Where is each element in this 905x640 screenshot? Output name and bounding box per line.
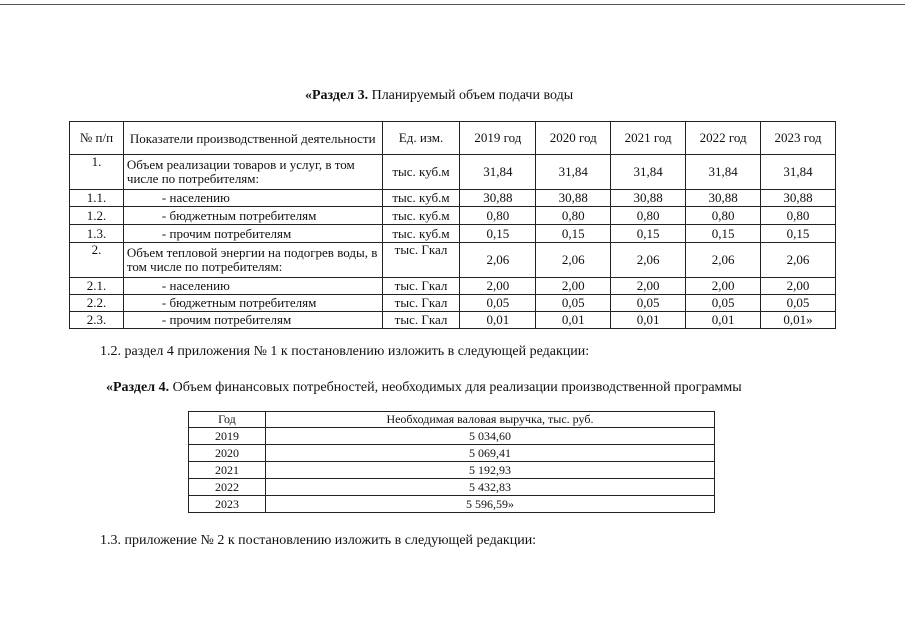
paragraph-1-2: 1.2. раздел 4 приложения № 1 к постановлению изложить в следующей редакции: <box>100 344 590 359</box>
row-value: 0,15 <box>460 225 536 243</box>
table-row <box>70 207 836 225</box>
row-value: 30,88 <box>686 190 761 207</box>
row-value: 2,00 <box>761 278 836 295</box>
row-value: 30,88 <box>460 190 536 207</box>
row-revenue: 5 596,59» <box>265 496 714 513</box>
row-value: 0,01» <box>761 312 836 329</box>
section-4-title: «Раздел 4. Объем финансовых потребностей, необходимых для реализации производственной программы <box>106 380 742 395</box>
row-number: 2. <box>70 243 124 278</box>
row-unit: тыс. Гкал <box>382 278 460 295</box>
row-value: 2,00 <box>460 278 536 295</box>
row-revenue: 5 432,83 <box>265 479 714 496</box>
row-value: 0,80 <box>460 207 536 225</box>
row-value: 0,05 <box>536 295 611 312</box>
row-value: 2,06 <box>761 243 836 278</box>
table-row <box>70 190 836 207</box>
table-header-row <box>189 412 715 428</box>
row-value: 2,00 <box>611 278 686 295</box>
table-row <box>189 428 715 445</box>
row-value: 0,05 <box>611 295 686 312</box>
row-value: 0,01 <box>536 312 611 329</box>
table-row <box>70 225 836 243</box>
row-indicator: - бюджетным потребителям <box>123 295 382 312</box>
row-value: 0,01 <box>460 312 536 329</box>
row-value: 2,06 <box>686 243 761 278</box>
table-row <box>70 155 836 190</box>
row-value: 0,15 <box>761 225 836 243</box>
row-value: 30,88 <box>536 190 611 207</box>
row-number: 1.2. <box>70 207 124 225</box>
table-row <box>189 445 715 462</box>
row-revenue: 5 192,93 <box>265 462 714 479</box>
row-value: 2,00 <box>686 278 761 295</box>
header-cell: 2023 год <box>761 122 836 155</box>
row-value: 31,84 <box>761 155 836 190</box>
row-unit: тыс. куб.м <box>382 225 460 243</box>
row-value: 0,05 <box>686 295 761 312</box>
row-value: 0,15 <box>611 225 686 243</box>
row-value: 31,84 <box>686 155 761 190</box>
revenue-table <box>188 411 715 513</box>
table-row <box>189 496 715 513</box>
header-cell: 2019 год <box>460 122 536 155</box>
row-year: 2019 <box>189 428 266 445</box>
row-indicator: - прочим потребителям <box>123 225 382 243</box>
paragraph-1-3: 1.3. приложение № 2 к постановлению изложить в следующей редакции: <box>100 533 537 548</box>
row-number: 1.3. <box>70 225 124 243</box>
section-3-title: «Раздел 3. Планируемый объем подачи воды <box>305 88 574 103</box>
row-number: 2.2. <box>70 295 124 312</box>
row-indicator: - бюджетным потребителям <box>123 207 382 225</box>
row-value: 2,00 <box>536 278 611 295</box>
row-unit: тыс. куб.м <box>382 207 460 225</box>
row-value: 0,15 <box>536 225 611 243</box>
row-value: 30,88 <box>611 190 686 207</box>
row-indicator: Объем тепловой энергии на подогрев воды, в том числе по потребителям: <box>123 243 382 278</box>
row-year: 2022 <box>189 479 266 496</box>
row-value: 2,06 <box>536 243 611 278</box>
row-value: 2,06 <box>460 243 536 278</box>
row-indicator: - населению <box>123 278 382 295</box>
row-number: 2.1. <box>70 278 124 295</box>
table-row <box>189 462 715 479</box>
row-year: 2020 <box>189 445 266 462</box>
header-cell: № п/п <box>70 122 124 155</box>
row-number: 2.3. <box>70 312 124 329</box>
row-value: 0,01 <box>611 312 686 329</box>
row-value: 0,15 <box>686 225 761 243</box>
row-indicator: - населению <box>123 190 382 207</box>
row-revenue: 5 069,41 <box>265 445 714 462</box>
row-value: 0,80 <box>761 207 836 225</box>
row-revenue: 5 034,60 <box>265 428 714 445</box>
header-cell: 2020 год <box>536 122 611 155</box>
table-header-row <box>70 122 836 155</box>
row-value: 0,05 <box>460 295 536 312</box>
row-value: 0,80 <box>536 207 611 225</box>
header-cell: Год <box>189 412 266 428</box>
header-cell: Необходимая валовая выручка, тыс. руб. <box>265 412 714 428</box>
row-indicator: Объем реализации товаров и услуг, в том числе по потребителям: <box>123 155 382 190</box>
row-unit: тыс. Гкал <box>382 295 460 312</box>
row-year: 2023 <box>189 496 266 513</box>
water-supply-table <box>69 121 836 329</box>
row-value: 0,80 <box>686 207 761 225</box>
row-unit: тыс. Гкал <box>382 312 460 329</box>
table-row <box>189 479 715 496</box>
row-value: 0,05 <box>761 295 836 312</box>
row-value: 30,88 <box>761 190 836 207</box>
row-unit: тыс. куб.м <box>382 190 460 207</box>
header-cell: 2021 год <box>611 122 686 155</box>
table-row <box>70 312 836 329</box>
row-value: 2,06 <box>611 243 686 278</box>
row-number: 1. <box>70 155 124 190</box>
row-unit: тыс. куб.м <box>382 155 460 190</box>
header-cell: Ед. изм. <box>382 122 460 155</box>
table-row <box>70 295 836 312</box>
top-rule <box>0 4 905 5</box>
header-cell: 2022 год <box>686 122 761 155</box>
row-value: 31,84 <box>460 155 536 190</box>
row-value: 31,84 <box>611 155 686 190</box>
row-indicator: - прочим потребителям <box>123 312 382 329</box>
row-value: 31,84 <box>536 155 611 190</box>
table-row <box>70 278 836 295</box>
row-number: 1.1. <box>70 190 124 207</box>
table-row <box>70 243 836 278</box>
row-unit: тыс. Гкал <box>382 243 460 278</box>
header-cell: Показатели производственной деятельности <box>123 122 382 155</box>
row-value: 0,01 <box>686 312 761 329</box>
row-value: 0,80 <box>611 207 686 225</box>
row-year: 2021 <box>189 462 266 479</box>
